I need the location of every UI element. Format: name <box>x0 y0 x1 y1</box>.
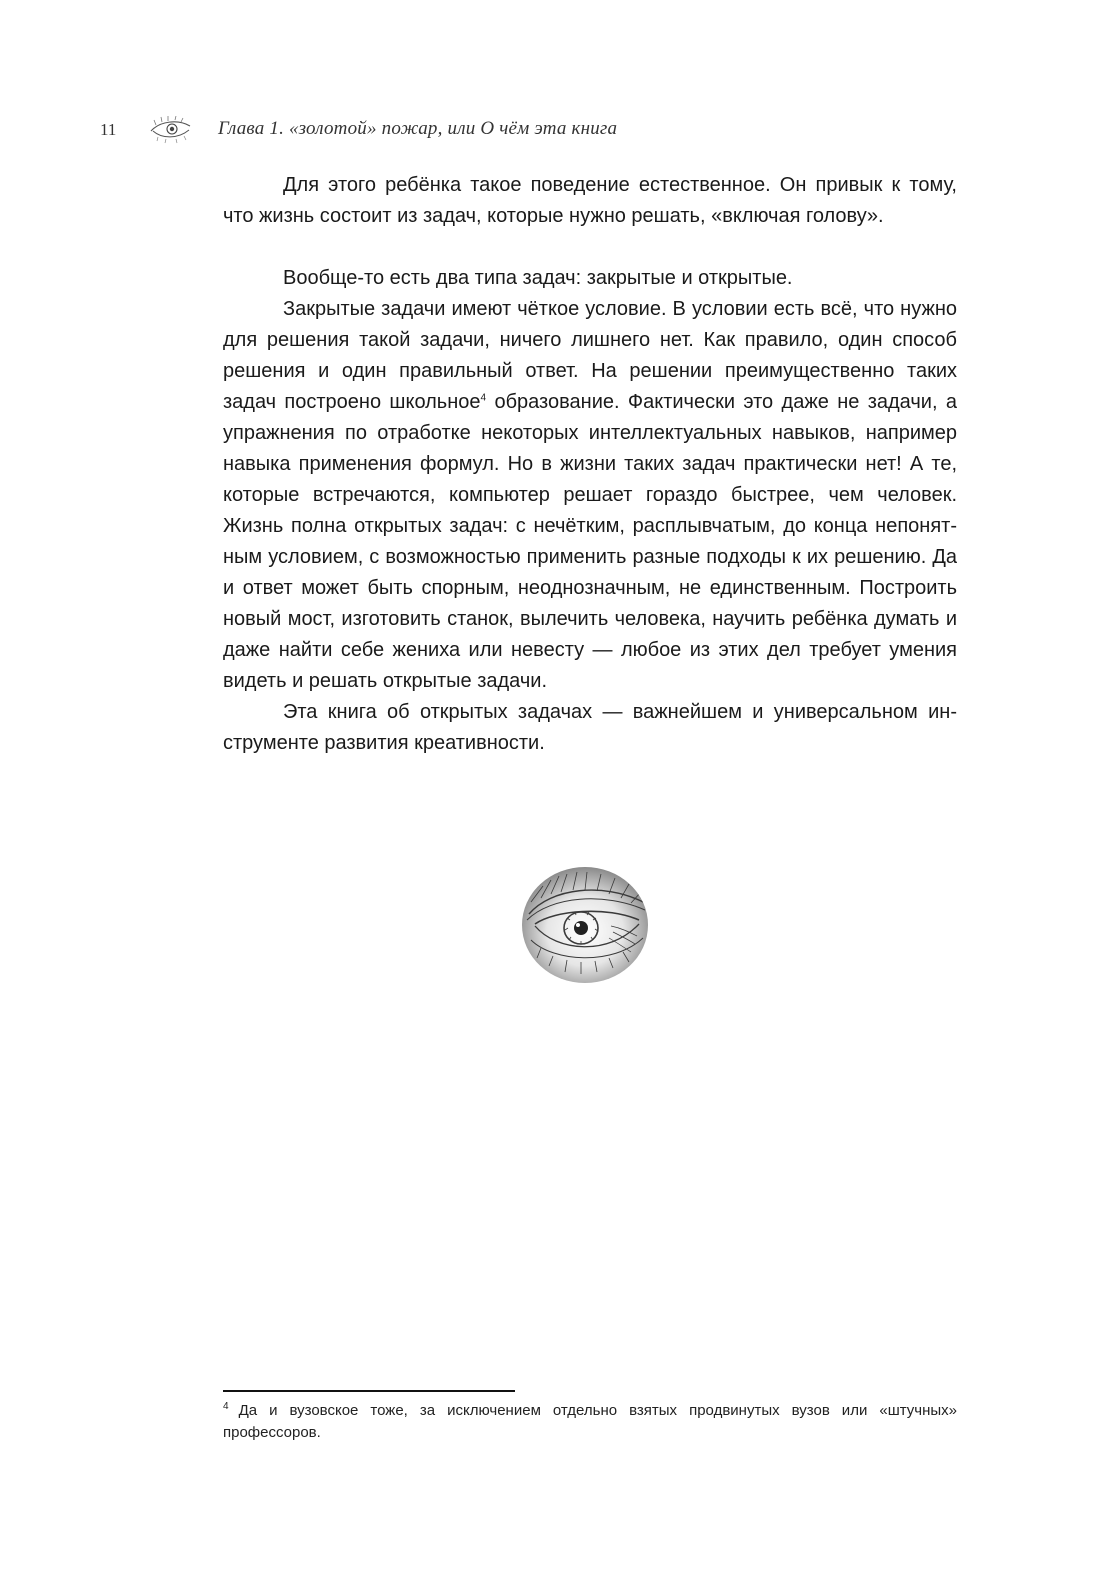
footnote-mark: 4 <box>223 1401 229 1412</box>
paragraph: Эта книга об открытых задачах — важнейшем и универсальном инструменте развития креативности. <box>223 701 957 754</box>
running-title: Глава 1. «золотой» пожар, или О чём эта книга <box>218 118 618 139</box>
paragraph-text: Закрытые задачи имеют чёткое условие. В условии есть всё, что нужно для решения такой задачи, ничего лишнего нет. Как правило, один способ решения и один правильный ответ. На решении преимущественно таких задач построено школьное <box>223 298 957 413</box>
main-text <box>223 170 957 759</box>
page-number: 11 <box>100 120 117 139</box>
page-header <box>100 116 980 146</box>
footnote-divider <box>223 1390 515 1392</box>
eye-illustration-icon <box>521 866 649 984</box>
paragraph-text: образование. Фактически это даже не задачи, а упражнения по отработке некоторых интеллектуальных навыков, например навыка применения формул. Но в жизни таких задач практически нет! А те, которые встречаются, компьютер решает гораздо быстрее, чем человек. Жизнь полна открытых задач: с нечётким, расплывчатым, до конца непонятным условием, с возможностью применить разные подходы к их решению. Да и ответ может быть спорным, неоднозначным, не единственным. Построить новый мост, изготовить станок, вылечить человека, научить ребёнка думать и даже найти себе жениха или невесту — любое из этих дел требует умения видеть и решать открытые задачи. <box>223 391 957 692</box>
footnote-reference: 4 <box>480 392 487 404</box>
paragraph: Вообще-то есть два типа задач: закрытые и открытые. <box>283 267 793 289</box>
footnote <box>223 1400 957 1444</box>
eye-icon <box>148 116 196 144</box>
paragraph <box>223 294 957 697</box>
footnote-text: Да и вузовское тоже, за исключением отдельно взятых продвинутых вузов или «штучных» профессоров. <box>223 1402 957 1441</box>
paragraph: Для этого ребёнка такое поведение естественное. Он привык к тому, что жизнь состоит из задач, которые нужно решать, «включая голову». <box>223 174 957 227</box>
